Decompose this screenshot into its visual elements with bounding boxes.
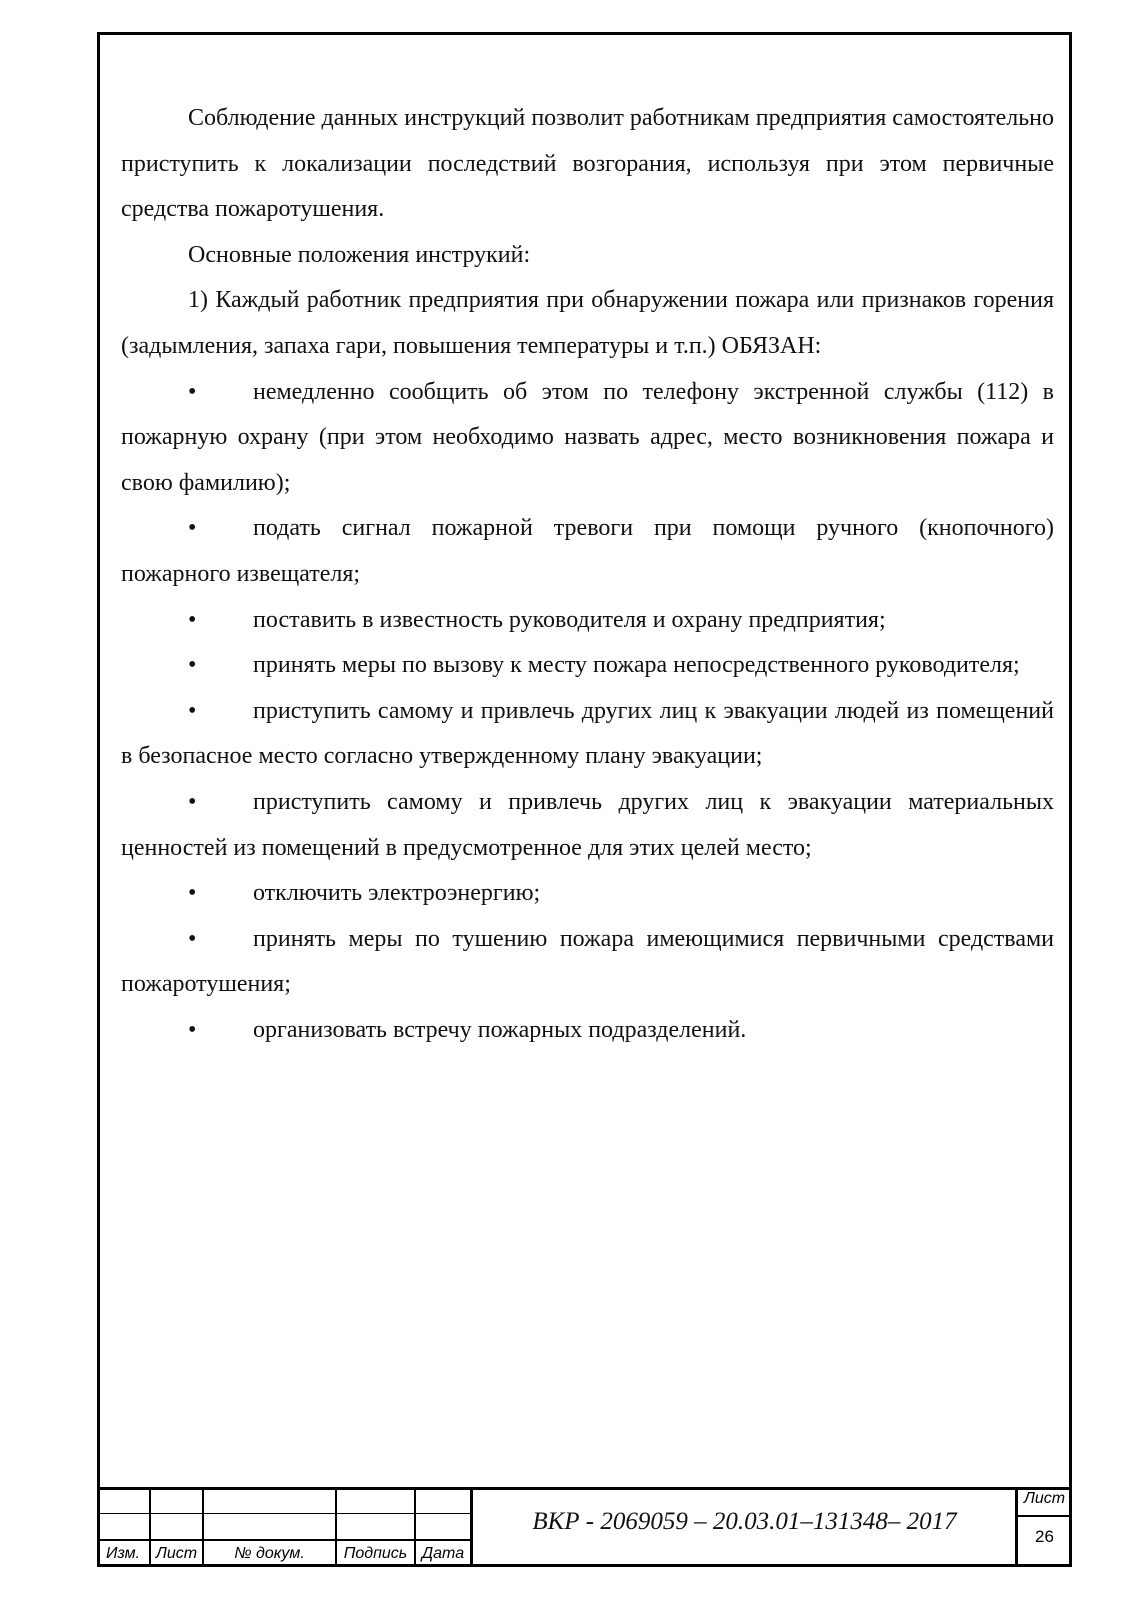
- bullet-item: [121, 370, 1054, 507]
- col-label-signature: Подпись: [343, 1545, 408, 1562]
- title-block-top-border: [97, 1487, 1072, 1490]
- paragraph-obligations: 1) Каждый работник предприятия при обнаружении пожара или признаков горения (задымления, запаха гари, повышения температуры и т.п.) ОБЯЗАН:: [121, 287, 1054, 359]
- col-label-list: Лист: [155, 1545, 198, 1562]
- bullet-text: отключить электроэнергию;: [253, 880, 541, 907]
- bullet-item: [121, 689, 1054, 780]
- col-label-date: Дата: [421, 1545, 465, 1562]
- sheet-cell-divider: [1017, 1515, 1072, 1517]
- bullet-item: [121, 506, 1054, 597]
- sheet-label: Лист: [1023, 1490, 1066, 1507]
- bullet-icon: •: [188, 378, 197, 405]
- bullet-text: подать сигнал пожарной тревоги при помощи ручного (кнопочного) пожарного извещателя;: [121, 515, 1054, 587]
- bullet-text: поставить в известность руководителя и охрану предприятия;: [253, 606, 886, 633]
- bullet-text: организовать встречу пожарных подразделений.: [253, 1016, 747, 1043]
- bullet-icon: •: [188, 1016, 197, 1043]
- bullet-icon: •: [188, 652, 197, 679]
- sheet-number: 26: [1035, 1527, 1054, 1546]
- col-label-izm: Изм.: [105, 1545, 141, 1562]
- bullet-icon: •: [188, 515, 197, 542]
- bullet-icon: •: [188, 925, 197, 952]
- bullet-item: [121, 780, 1054, 871]
- bullet-item: [121, 917, 1054, 1008]
- title-block: [97, 1487, 1072, 1567]
- bullet-icon: •: [188, 788, 197, 815]
- bullet-text: принять меры по тушению пожара имеющимися первичными средствами пожаротушения;: [121, 925, 1054, 998]
- bullet-text: немедленно сообщить об этом по телефону экстренной службы (112) в пожарную охрану (при этом необходимо назвать адрес, место возникновения пожара и свою фамилию);: [121, 378, 1054, 496]
- paragraph-intro: Соблюдение данных инструкций позволит работникам предприятия самостоятельно приступить к локализации последствий возгорания, используя при этом первичные средства пожаротушения.: [121, 105, 1054, 223]
- bullet-icon: •: [188, 880, 197, 907]
- bullet-item: [121, 598, 1054, 644]
- bullet-item: [121, 643, 1054, 689]
- document-code: ВКР - 2069059 – 20.03.01–131348– 2017: [532, 1508, 957, 1535]
- bullet-icon: •: [188, 697, 197, 724]
- paragraph-provisions: Основные положения инструкий:: [188, 241, 531, 268]
- bullet-text: приступить самому и привлечь других лиц к эвакуации материальных ценностей из помещений в предусмотренное для этих целей место;: [121, 788, 1054, 861]
- document-body: [121, 96, 1054, 1053]
- bullet-item: [121, 1008, 1054, 1054]
- bullet-text: принять меры по вызову к месту пожара непосредственного руководителя;: [253, 652, 1020, 679]
- bullet-icon: •: [188, 606, 197, 633]
- bullet-item: [121, 871, 1054, 917]
- col-label-doc-number: № докум.: [234, 1545, 305, 1562]
- bullet-text: приступить самому и привлечь других лиц к эвакуации людей из помещений в безопасное место согласно утвержденному плану эвакуации;: [121, 697, 1054, 770]
